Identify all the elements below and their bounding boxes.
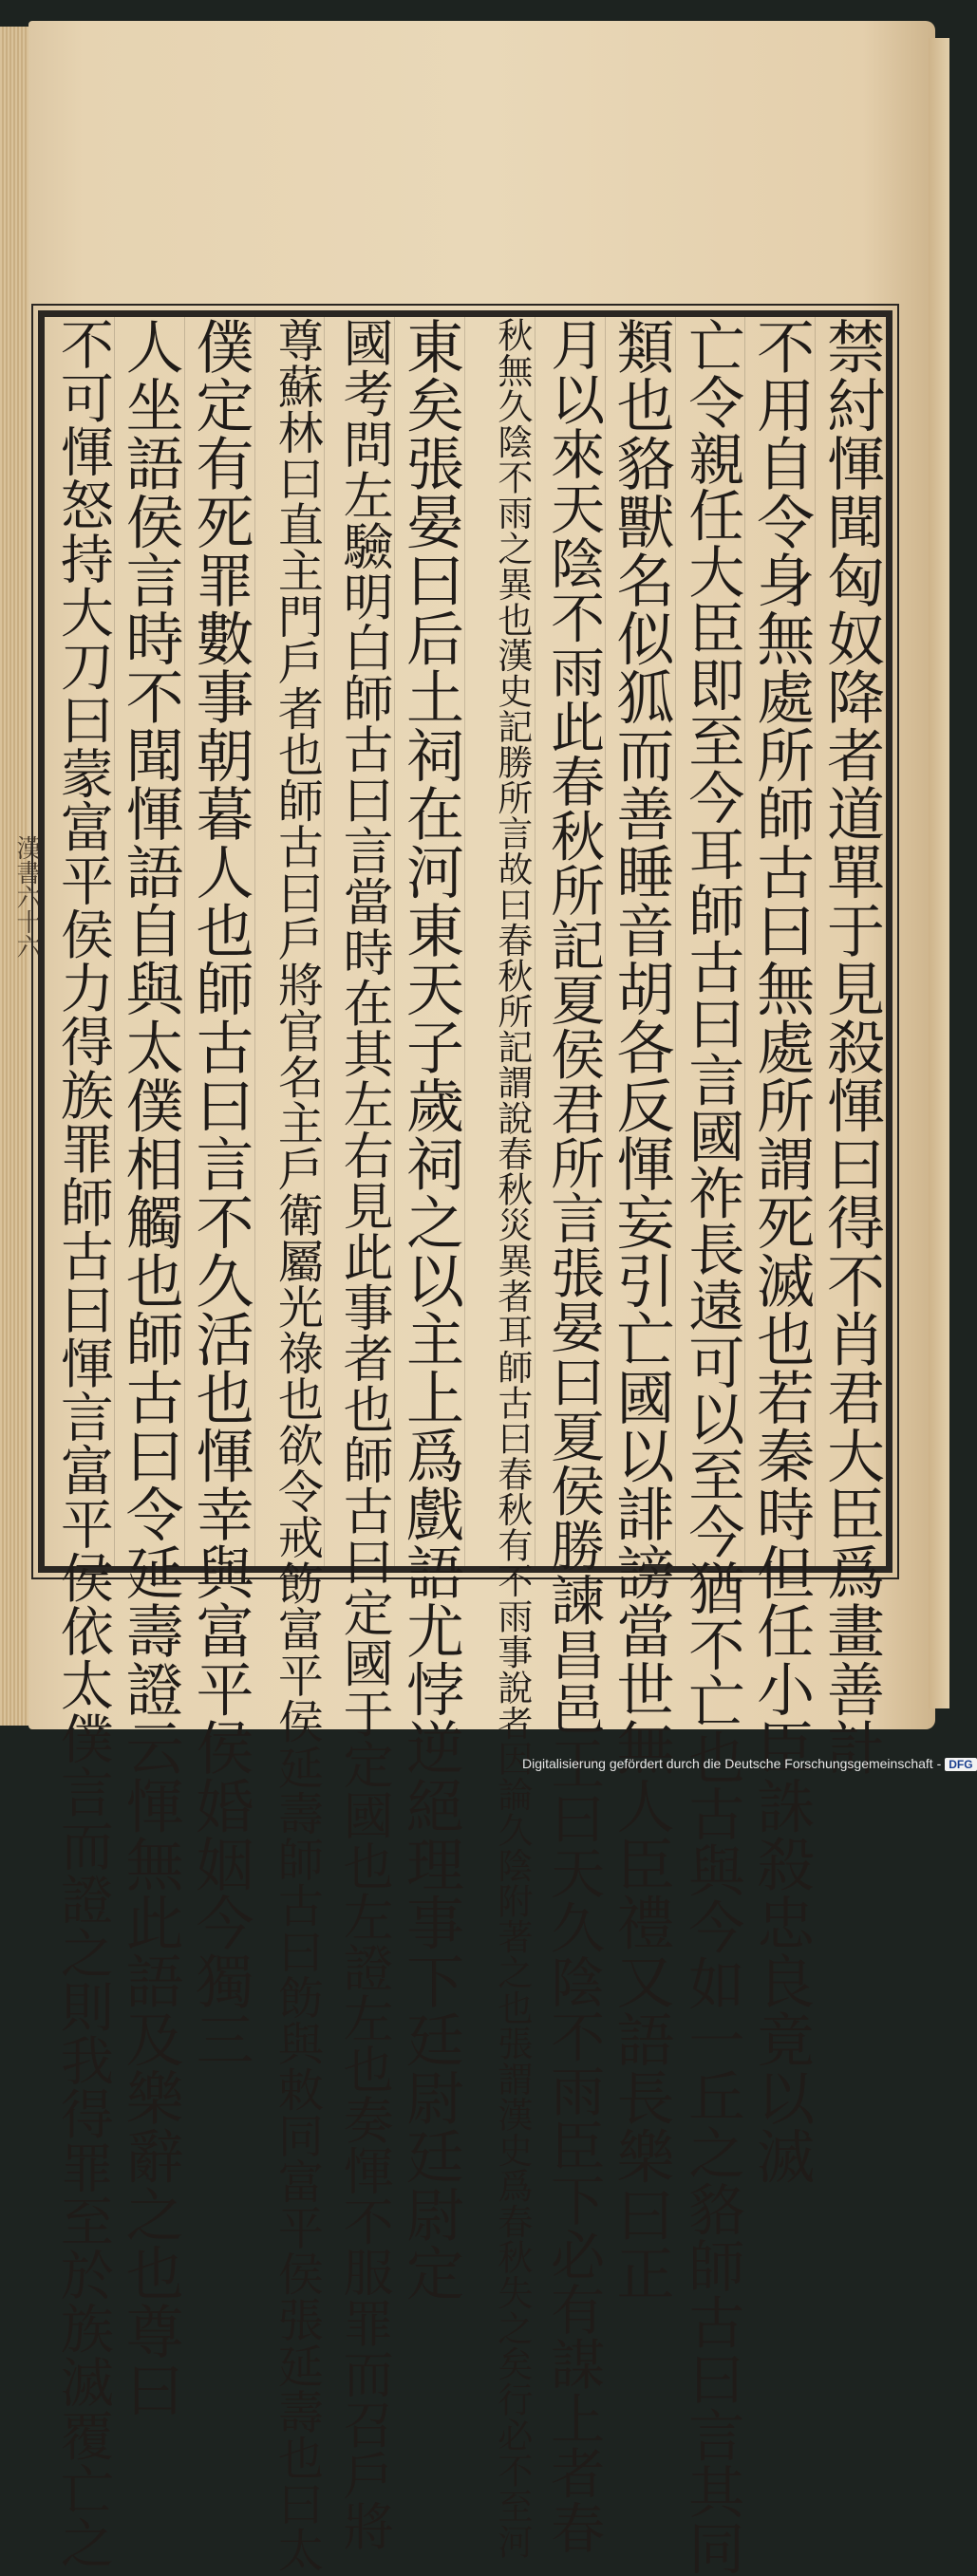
column-rule <box>605 317 606 1566</box>
text-column: 月以來天陰不雨此春秋所記夏侯君所言張晏曰夏侯勝諫昌邑王曰天久陰不雨臣下必有謀上者春 <box>541 317 605 2555</box>
digitization-credit <box>522 1756 973 1775</box>
text-column: 東矣張晏曰后土祠在河東天子歲祠之以主上爲戲語尤悖逆絕理事下廷尉廷尉定 <box>397 317 464 2302</box>
text-column: 人坐語侯言時不聞惲語自與太僕相觸也師古曰令延壽證云惲無此語及樂辭之也尊曰 <box>116 317 184 2418</box>
dfg-logo: DFG <box>945 1758 976 1771</box>
column-rule <box>394 317 395 1566</box>
text-column: 亡令親任大臣即至今耳師古曰言國祚長遠可以至今猶不亡也古與今如一丘之貉師古曰言其同 <box>679 317 745 2576</box>
credit-text: Digitalisierung gefördert durch die Deutsche Forschungsgemeinschaft - <box>522 1756 942 1771</box>
column-rule <box>114 317 115 1566</box>
text-column: 尊蘇林曰直主門戶者也師古曰戶將官名主戶衛屬光祿也欲令戒飭富平侯延壽師古曰飭與敕同富平侯張延壽也曰太 <box>270 317 324 2573</box>
text-column: 禁紂惲聞匈奴降者道單于見殺惲曰得不肖君大臣爲畫善計 <box>817 317 885 1777</box>
column-rule <box>744 317 745 1566</box>
column-rule <box>184 317 185 1566</box>
facing-page-edge <box>929 38 949 1708</box>
text-column: 秋無久陰不雨之異也漢史記勝所言故曰春秋所記謂說春秋災異者耳師古曰春秋有不雨事說者因論久陰附著之也張謂漢史爲春秋失之矣行必不至河 <box>491 317 533 2560</box>
column-rule <box>675 317 676 1566</box>
column-rule <box>324 317 325 1566</box>
text-column: 僕定有死罪數事朝暮人也師古曰言不久活也惲幸與富平侯婚姻今獨三 <box>186 317 254 2068</box>
column-rule <box>815 317 816 1566</box>
column-rule <box>254 317 255 1566</box>
text-column: 類也貉獸名似狐而善睡音胡各反惲妄引亡國以誹謗當世無人臣禮又語長樂曰正 <box>607 317 675 2302</box>
text-column: 不可惲怒持大刀曰蒙富平侯力得族罪師古曰惲言富平侯依太僕言而證之則我得罪至於族滅覆亡之 <box>51 317 114 2569</box>
text-column: 國考問左驗明白師古曰言當時在其左右見此事者也師古曰定國于定國也左證左也奏惲不服罪而召戶將 <box>335 317 394 2551</box>
text-column: 不用自令身無處所師古曰無處所謂死滅也若秦時但任小臣誅殺忠良竟以滅 <box>747 317 816 2185</box>
spine-label: 漢書六十六 <box>12 835 41 959</box>
column-rule <box>464 317 465 1566</box>
